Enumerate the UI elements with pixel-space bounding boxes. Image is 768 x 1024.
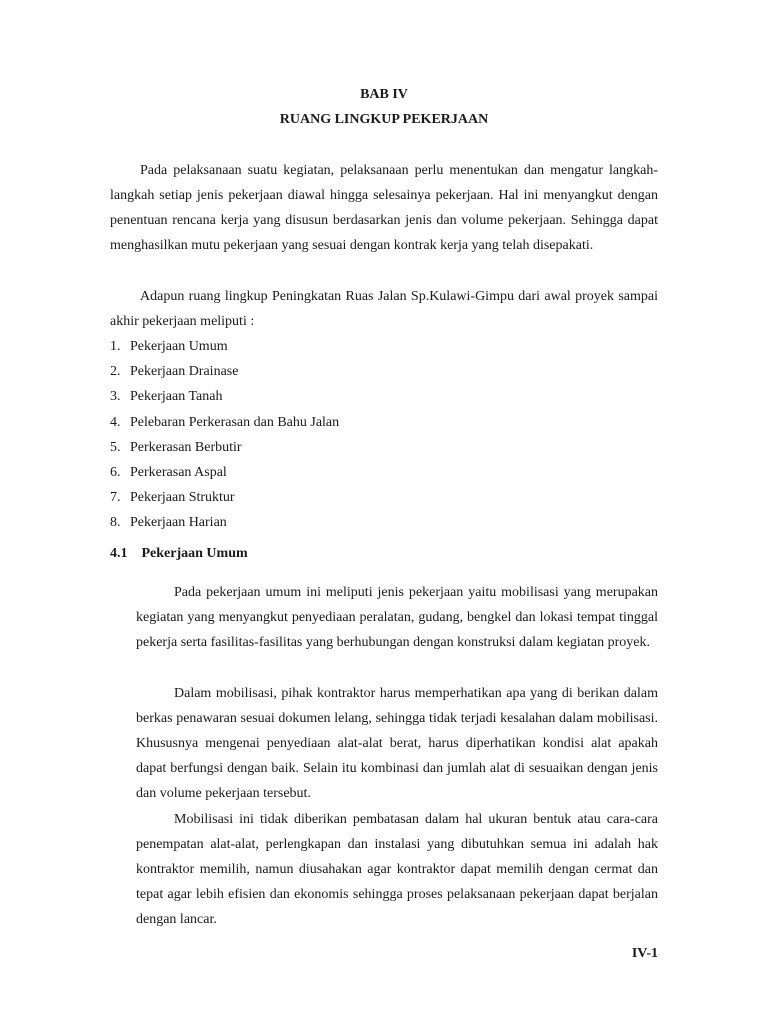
- list-item-number: 3.: [110, 389, 121, 405]
- chapter-title: RUANG LINGKUP PEKERJAAN: [279, 112, 489, 127]
- list-item-number: 2.: [110, 364, 121, 380]
- section-heading: [110, 546, 248, 562]
- list-item-text: Pekerjaan Harian: [130, 515, 227, 531]
- list-item: [110, 410, 339, 435]
- section-title: Pekerjaan Umum: [141, 546, 248, 561]
- list-item: [110, 435, 339, 460]
- list-item-text: Pekerjaan Umum: [130, 339, 228, 354]
- intro-paragraph: Adapun ruang lingkup Peningkatan Ruas Jalan Sp.Kulawi-Gimpu dari awal proyek sampai akhir pekerjaan meliputi :: [110, 289, 658, 329]
- list-item: [110, 460, 339, 485]
- scope-list: [110, 334, 339, 536]
- list-item-text: Perkerasan Berbutir: [130, 439, 242, 455]
- list-item: [110, 384, 339, 409]
- list-item-number: 4.: [110, 414, 121, 430]
- list-item: [110, 334, 339, 359]
- section-paragraph: Mobilisasi ini tidak diberikan pembatasan dalam hal ukuran bentuk atau cara-cara penempatan alat-alat, perlengkapan dan instalasi yang dibutuhkan semua ini adalah hak kontraktor memilih, namun diusahakan agar kontraktor dapat memilih dengan cermat dan tepat agar lebih efisien dan ekonomis sehingga proses pelaksanaan pekerjaan dapat berjalan dengan lancar.: [136, 812, 658, 927]
- list-item: [110, 510, 339, 535]
- list-item: [110, 485, 339, 510]
- section-number: 4.1: [110, 546, 128, 561]
- section-paragraph: Pada pekerjaan umum ini meliputi jenis pekerjaan yaitu mobilisasi yang merupakan kegiatan yang menyangkut penyediaan peralatan, gudang, bengkel dan lokasi tempat tinggal pekerja serta fasilitas-fasilitas yang berhubungan dengan konstruksi dalam kegiatan proyek.: [136, 585, 658, 650]
- list-item-number: 5.: [110, 439, 121, 455]
- list-item-text: Pekerjaan Tanah: [130, 389, 223, 405]
- list-item-text: Pekerjaan Struktur: [130, 490, 235, 506]
- list-item: [110, 359, 339, 384]
- page-number: IV-1: [631, 946, 658, 961]
- intro-paragraph: Pada pelaksanaan suatu kegiatan, pelaksanaan perlu menentukan dan mengatur langkah-langkah setiap jenis pekerjaan diawal hingga selesainya pekerjaan. Hal ini menyangkut dengan penentuan rencana kerja yang disusun berdasarkan jenis dan volume pekerjaan. Sehingga dapat menghasilkan mutu pekerjaan yang sesuai dengan kontrak kerja yang telah disepakati.: [110, 163, 658, 253]
- chapter-label: BAB IV: [360, 87, 408, 102]
- list-item-text: Pekerjaan Drainase: [130, 364, 239, 380]
- list-item-number: 8.: [110, 515, 121, 531]
- section-paragraph: Dalam mobilisasi, pihak kontraktor harus memperhatikan apa yang di berikan dalam berkas penawaran sesuai dokumen lelang, sehingga tidak terjadi kesalahan dalam mobilisasi. Khususnya mengenai penyediaan alat-alat berat, harus diperhatikan kondisi alat apakah dapat berfungsi dengan baik. Selain itu kombinasi dan jumlah alat di sesuaikan dengan jenis dan volume pekerjaan tersebut.: [136, 686, 658, 801]
- list-item-number: 6.: [110, 465, 121, 481]
- list-item-text: Pelebaran Perkerasan dan Bahu Jalan: [130, 414, 340, 430]
- list-item-text: Perkerasan Aspal: [130, 465, 227, 481]
- list-item-number: 1.: [110, 339, 121, 354]
- list-item-number: 7.: [110, 490, 121, 506]
